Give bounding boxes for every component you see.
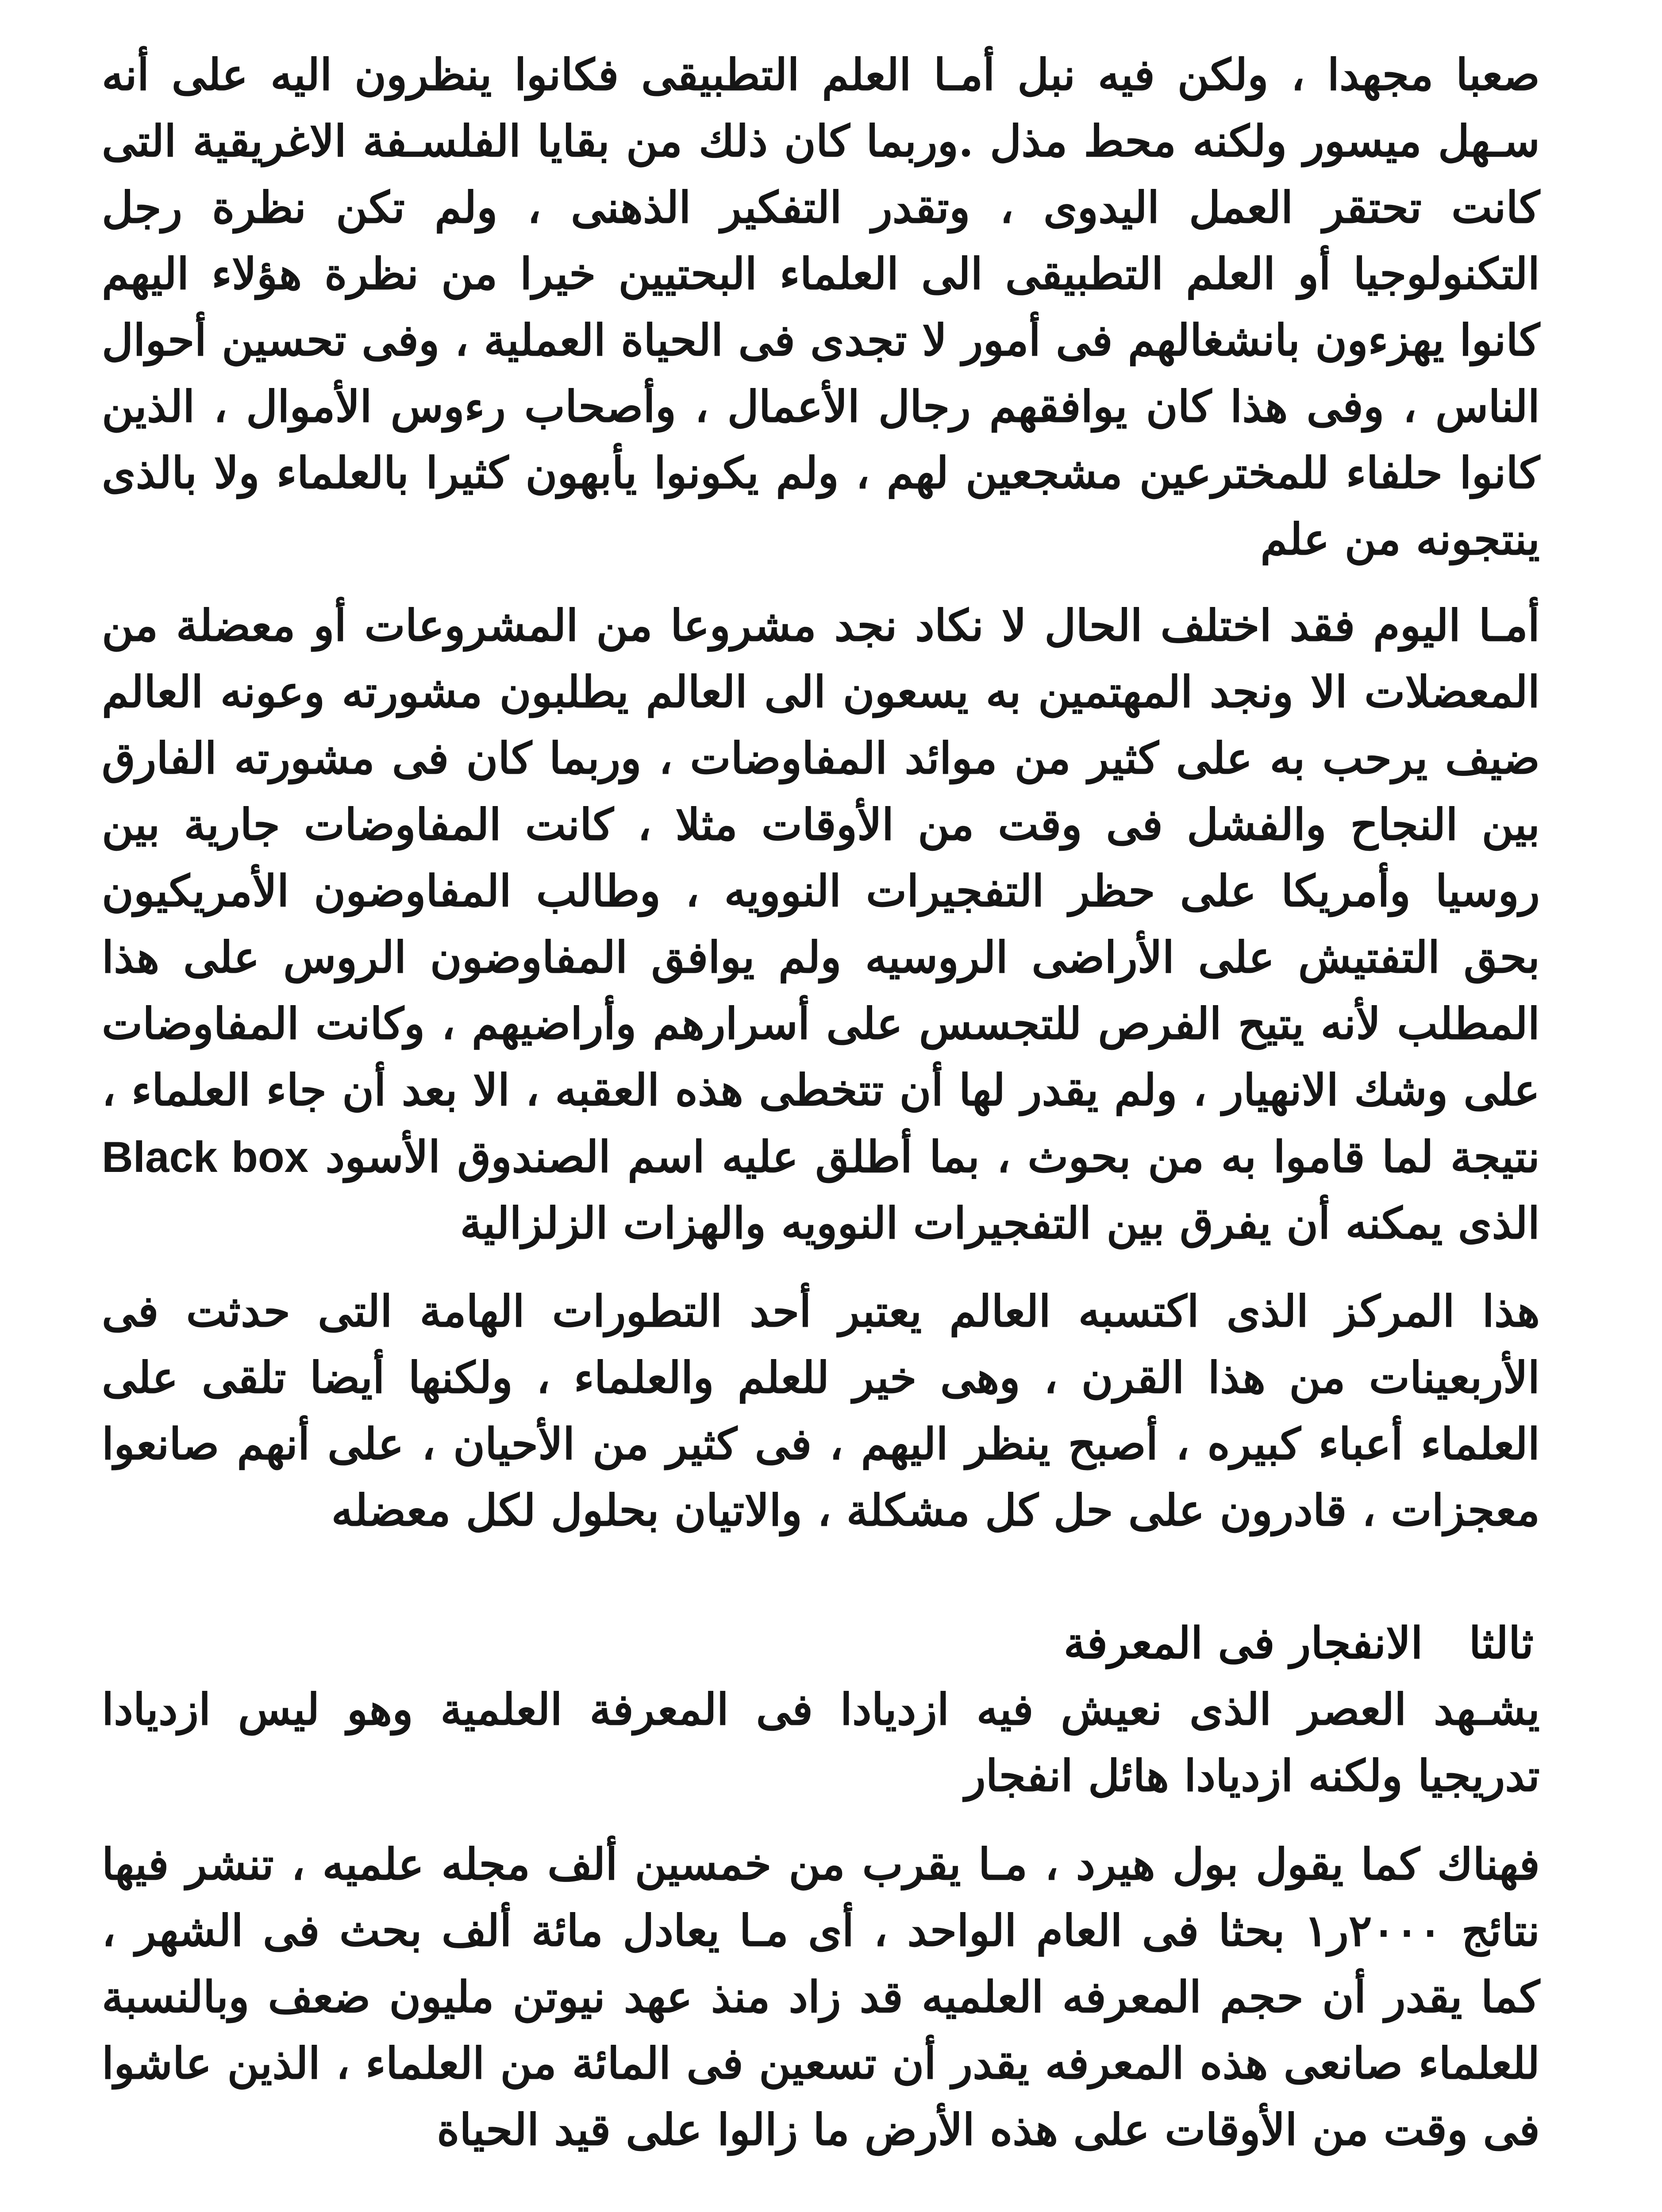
section-number: ثالثا bbox=[1469, 1618, 1534, 1669]
paragraph-knowledge-explosion bbox=[102, 1677, 1540, 1809]
paragraph-science-status bbox=[102, 42, 1540, 573]
paragraph-text: يشـهد العصر الذى نعيش فيه ازديادا فى المعرفة العلمية وهو ليس ازديادا تدريجيا ولكنه ازديادا هائل انفجار bbox=[102, 1684, 1540, 1801]
paragraph-text-main: أمـا اليوم فقد اختلف الحال لا نكاد نجد مشروعا من المشروعات أو معضلة من المعضلات الا ونجد المهتمين به يسعون الى العالم يطلبون مشورته وعونه العالم ضيف يرحب به على كثير من موائد المفاوضات ، وربما كان فى مشورته الفارق بين النجاح والفشل فى وقت من الأوقات مثلا ، كانت المفاوضات جارية بين روسيا وأمريكا على حظر التفجيرات النوويه ، وطالب المفاوضون الأمريكيون بحق التفتيش على الأراضى الروسيه ولم يوافق المفاوضون الروس على هذا المطلب لأنه يتيح الفرص للتجسس على أسرارهم وأراضيهم ، وكانت المفاوضات على وشك الانهيار ، ولم يقدر لها أن تتخطى هذه العقبه ، الا بعد أن جاء العلماء ، نتيجة لما قاموا به من بحوث ، بما أطلق عليه اسم الصندوق الأسود bbox=[102, 600, 1540, 1183]
paragraph-journals-statistics bbox=[102, 1832, 1540, 2163]
paragraph-text: صعبا مجهدا ، ولكن فيه نبل أمـا العلم التطبيقى فكانوا ينظرون اليه على أنه سـهل ميسور ولكنه محط مذل .وربما كان ذلك من بقايا الفلسـفة الاغريقية التى كانت تحتقر العمل اليدوى ، وتقدر التفكير الذهنى ، ولم تكن نظرة رجل التكنولوجيا أو العلم التطبيقى الى العلماء البحتيين خيرا من نظرة هؤلاء اليهم كانوا يهزءون بانشغالهم فى أمور لا تجدى فى الحياة العملية ، وفى تحسين أحوال الناس ، وفى هذا كان يوافقهم رجال الأعمال ، وأصحاب رءوس الأموال ، الذين كانوا حلفاء للمخترعين مشجعين لهم ، ولم يكونوا يأبهون كثيرا بالعلماء ولا بالذى ينتجونه من علم bbox=[102, 50, 1540, 565]
section-title: الانفجار فى المعرفة bbox=[1063, 1618, 1423, 1669]
paragraph-text: فهناك كما يقول بول هيرد ، مـا يقرب من خمسين ألف مجله علميه ، تنشر فيها نتائج ٢٠٠٠ر١ بحثا فى العام الواحد ، أى مـا يعادل مائة ألف بحث فى الشهر ، كما يقدر أن حجم المعرفه العلميه قد زاد منذ عهد نيوتن مليون ضعف وبالنسبة للعلماء صانعى هذه المعرفه يقدر أن تسعين فى المائة من العلماء ، الذين عاشوا فى وقت من الأوقات على هذه الأرض ما زالوا على قيد الحياة bbox=[102, 1839, 1540, 2155]
paragraph-scientist-role-today bbox=[102, 593, 1540, 1257]
section-heading bbox=[1064, 1610, 1534, 1677]
paragraph-scientist-burden bbox=[102, 1279, 1540, 1544]
latin-term: Black box bbox=[102, 1133, 309, 1181]
paragraph-text bbox=[102, 593, 1540, 1257]
paragraph-text: هذا المركز الذى اكتسبه العالم يعتبر أحد التطورات الهامة التى حدثت فى الأربعينات من هذا القرن ، وهى خير للعلم والعلماء ، ولكنها أيضا تلقى على العلماء أعباء كبيره ، أصبح ينظر اليهم ، فى كثير من الأحيان ، على أنهم صانعوا معجزات ، قادرون على حل كل مشكلة ، والاتيان بحلول لكل معضله bbox=[102, 1286, 1540, 1536]
paragraph-text-tail: الذى يمكنه أن يفرق بين التفجيرات النوويه والهزات الزلزالية bbox=[460, 1198, 1540, 1249]
